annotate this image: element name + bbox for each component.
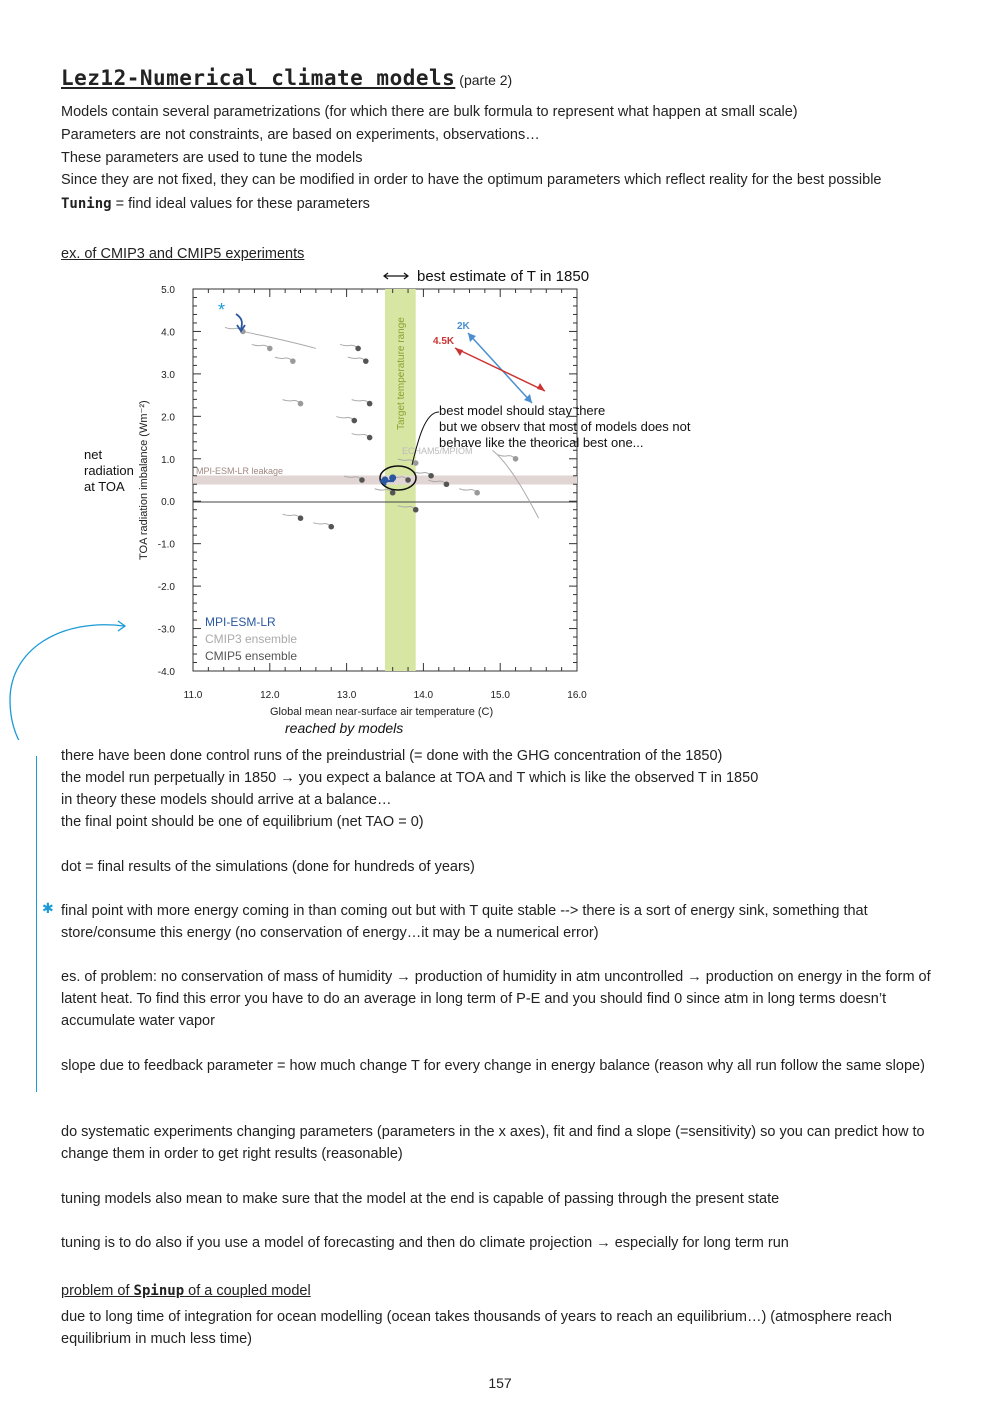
y-tick-label: 1.0: [161, 454, 175, 466]
data-point: [428, 473, 434, 479]
data-point: [290, 358, 296, 364]
spinup-pre: problem of: [61, 1283, 134, 1299]
slope-paragraph: slope due to feedback parameter = how much change T for every change in energy balance (reason why all run follow the same slope): [61, 1058, 925, 1074]
body-line-2: the model run perpetually in 1850 → you expect a balance at TOA and T which is like the observed T in 1850: [61, 770, 759, 786]
legend-cmip5: CMIP5 ensemble: [205, 649, 298, 663]
red-sensitivity-arrow: [455, 348, 545, 391]
intro-line-2: Parameters are not constraints, are based on experiments, observations…: [61, 127, 540, 143]
data-point: [513, 456, 519, 462]
data-point: [444, 481, 450, 487]
leakage-label: MPI-ESM-LR leakage: [196, 466, 284, 476]
cmip-scatter-figure: [0, 260, 1000, 740]
left-annotation-3: at TOA: [84, 479, 125, 494]
blue-sensitivity-arrow: [468, 333, 532, 403]
problem-example-paragraph: es. of problem: no conservation of mass of humidity → production of humidity in atm uncontrolled → production on energy in the form of latent heat. To find this error you have to do an average in long term of P-E and you should find 0 since atm in long terms doesn’t accumulate water vapor: [61, 969, 931, 1029]
intro-line-3: These parameters are used to tune the models: [61, 150, 363, 166]
title-main: Lez12-Numerical climate models: [61, 66, 456, 90]
y-axis-label: TOA radiation imbalance (Wm⁻²): [138, 400, 150, 560]
data-point: [367, 401, 373, 407]
page-number: 157: [488, 1375, 512, 1391]
example-heading: ex. of CMIP3 and CMIP5 experiments: [61, 246, 305, 262]
star-mark: ✱: [42, 900, 54, 916]
body-line-1: there have been done control runs of the preindustrial (= done with the GHG concentration of the 1850): [61, 748, 723, 764]
red-arrowhead-top: [455, 348, 463, 356]
handwritten-vertical-bracket: [36, 756, 37, 1092]
tuning-word: Tuning: [61, 196, 112, 212]
data-point: [405, 477, 411, 483]
star-paragraph: final point with more energy coming in than coming out but with T quite stable --> there is a sort of energy sink, something that store/consume this energy (no conservation of energy…it may be a numerical error): [61, 903, 868, 941]
trajectory-trail: [243, 331, 316, 348]
note-line-3: behave like the theorical best one...: [439, 435, 644, 450]
body-line-3: in theory these models should arrive at a balance…: [61, 792, 392, 808]
spinup-word: Spinup: [133, 1283, 185, 1299]
y-tick-label: 0.0: [161, 497, 175, 509]
spinup-heading: [61, 1280, 311, 1302]
left-annotation-1: net: [84, 447, 103, 462]
y-tick-label: 3.0: [161, 369, 175, 381]
y-tick-label: -1.0: [157, 539, 175, 551]
best-estimate-double-arrow: [384, 273, 408, 279]
data-point: [363, 358, 369, 364]
label-4-5k: 4.5K: [433, 336, 455, 347]
data-point: [298, 401, 304, 407]
dot-line: dot = final results of the simulations (done for hundreds of years): [61, 859, 475, 875]
x-tick-label: 15.0: [490, 690, 510, 701]
y-tick-label: 4.0: [161, 327, 175, 339]
data-point: [413, 507, 419, 513]
y-tick-label: -4.0: [157, 667, 175, 678]
systematic-paragraph: do systematic experiments changing parameters (parameters in the x axes), fit and find a slope (=sensitivity) so you can predict how to change them in order to get right results (reasonable): [61, 1124, 925, 1162]
data-point: [413, 460, 419, 466]
title-sub: (parte 2): [459, 72, 513, 88]
y-tick-label: 5.0: [161, 285, 175, 296]
data-point: [267, 346, 273, 352]
note-line-2: but we observ that most of models does not: [439, 419, 691, 434]
y-tick-label: 2.0: [161, 412, 175, 424]
x-tick-label: 11.0: [183, 690, 203, 701]
data-point: [474, 490, 480, 496]
band-label: Target temperature range: [396, 317, 407, 430]
x-tick-label: 16.0: [567, 690, 587, 701]
body-line-4: the final point should be one of equilibrium (net TAO = 0): [61, 814, 424, 830]
best-estimate-annotation: best estimate of T in 1850: [417, 268, 590, 285]
x-tick-label: 12.0: [260, 690, 280, 701]
echam-label: ECHAM5/MPIOM: [402, 446, 473, 456]
star-mark-figure: *: [218, 300, 226, 320]
data-point: [328, 524, 334, 530]
label-2k: 2K: [457, 321, 470, 332]
y-tick-label: -2.0: [157, 582, 175, 594]
intro-line-4: Since they are not fixed, they can be modified in order to have the optimum parameters which reflect reality for the best possible: [61, 172, 882, 188]
tuning-rest: = find ideal values for these parameters: [111, 196, 370, 212]
below-annotation: reached by models: [285, 720, 404, 736]
note-pointer-line: [412, 412, 439, 465]
note-line-1: best model should stay there: [439, 403, 606, 418]
data-point: [355, 346, 361, 352]
x-tick-label: 13.0: [336, 690, 357, 701]
x-tick-labels: [184, 690, 588, 701]
spinup-post: of a coupled model: [184, 1283, 311, 1299]
y-tick-labels: [158, 285, 176, 678]
tuning-paragraph: tuning models also mean to make sure that the model at the end is capable of passing through the present state: [61, 1191, 780, 1207]
red-arrowhead-bottom: [537, 383, 545, 391]
data-point: [298, 515, 304, 521]
left-annotation-2: radiation: [84, 463, 134, 478]
legend-mpi: MPI-ESM-LR: [205, 615, 276, 629]
data-point: [390, 490, 396, 496]
handwritten-bracket-arrow: [10, 625, 124, 740]
intro-line-1: Models contain several parametrizations (for which there are bulk formula to represent what happen at small scale): [61, 104, 798, 120]
page-title: [61, 66, 512, 90]
x-axis-label: Global mean near-surface air temperature (C): [270, 706, 494, 718]
x-tick-label: 14.0: [413, 690, 434, 701]
tuning-definition: [61, 193, 370, 215]
spinup-paragraph: due to long time of integration for ocean modelling (ocean takes thousands of years to reach an equilibrium…) (atmosphere reach equilibrium in much less time): [61, 1309, 892, 1347]
data-point: [359, 477, 365, 483]
legend-cmip3: CMIP3 ensemble: [205, 632, 298, 646]
data-point: [367, 435, 373, 441]
data-point: [351, 418, 357, 424]
forecast-paragraph: tuning is to do also if you use a model of forecasting and then do climate projection → especially for long term run: [61, 1235, 789, 1251]
y-tick-label: -3.0: [157, 624, 175, 636]
